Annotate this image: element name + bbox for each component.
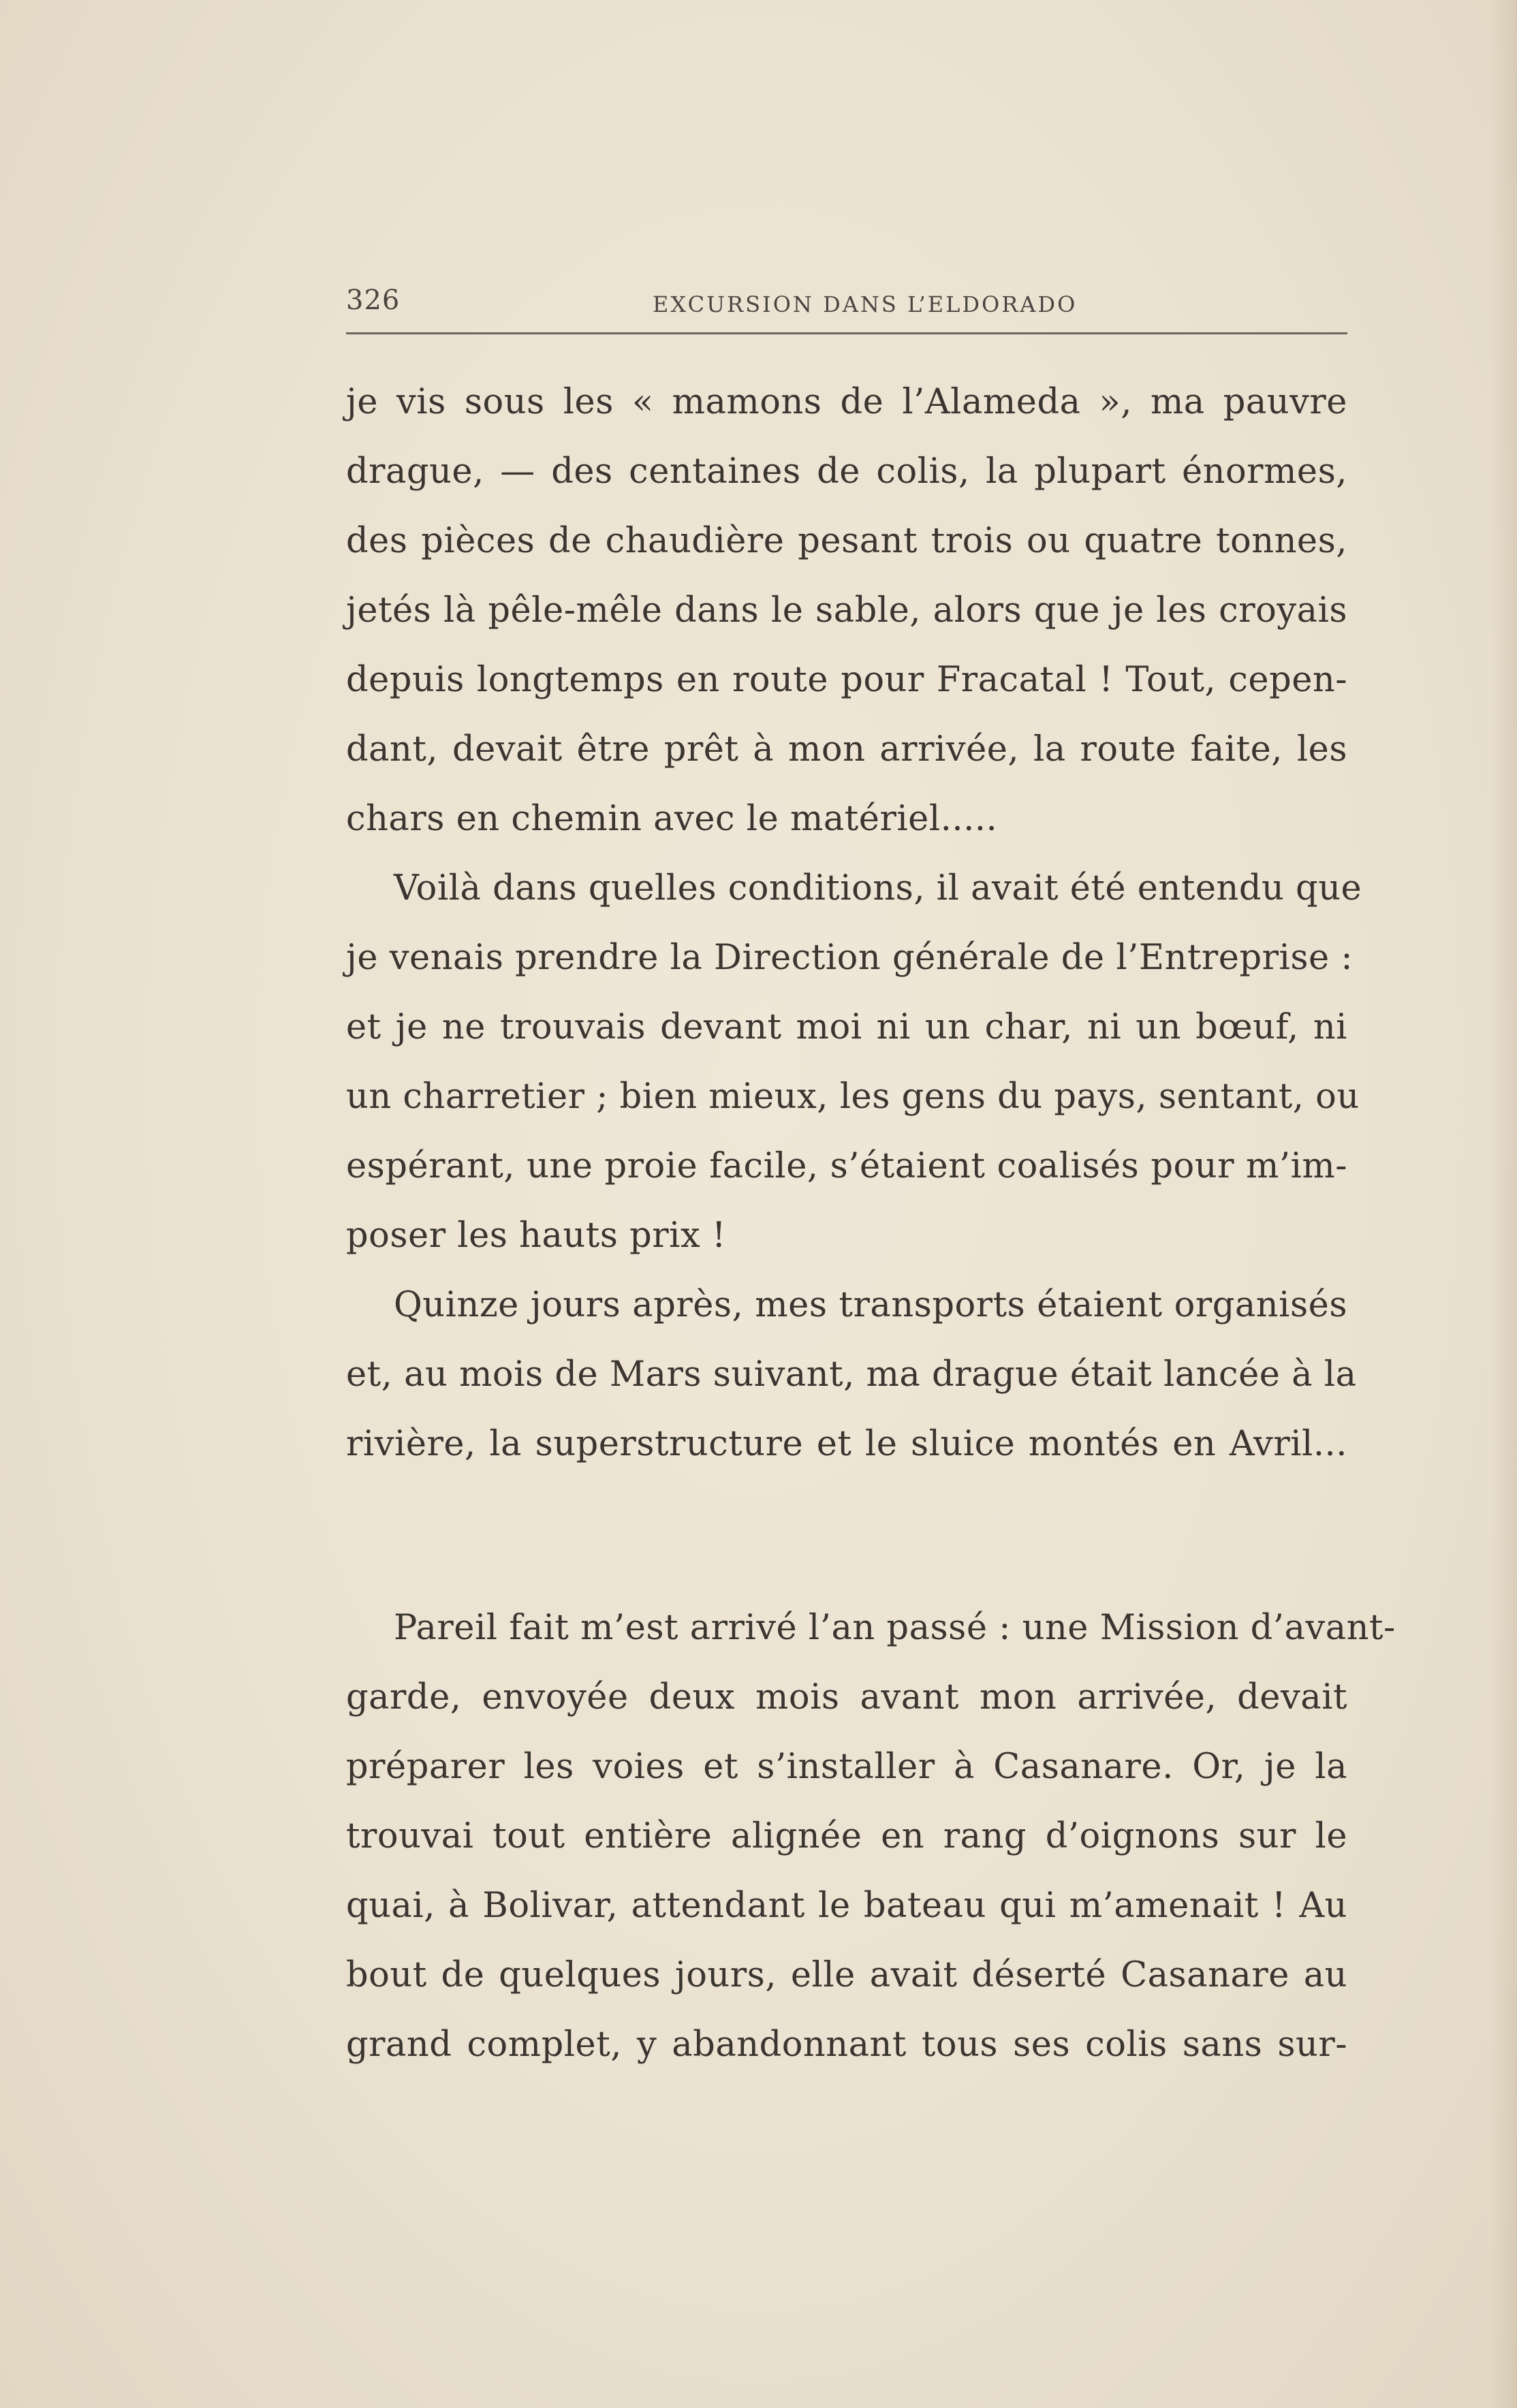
text-line: chars en chemin avec le matériel..... <box>346 799 998 839</box>
text-line: et je ne trouvais devant moi ni un char, ni un bœuf, ni <box>346 1007 1347 1047</box>
text-line: trouvai tout entière alignée en rang d’oignons sur le <box>346 1816 1347 1856</box>
page-number: 326 <box>346 285 401 316</box>
text-line: préparer les voies et s’installer à Casanare. Or, je la <box>346 1747 1347 1787</box>
body-text-section-2 <box>346 1594 1396 2080</box>
text-line: bout de quelques jours, elle avait déserté Casanare au <box>346 1955 1347 1995</box>
running-title: EXCURSION DANS L’ELDORADO <box>653 291 1078 317</box>
text-line: Pareil fait m’est arrivé l’an passé : une Mission d’avant- <box>394 1608 1396 1648</box>
text-line: je vis sous les « mamons de l’Alameda », ma pauvre <box>346 382 1347 422</box>
page-header <box>346 279 1347 327</box>
page-edge-shadow <box>1490 0 1517 2408</box>
header-rule <box>346 332 1347 334</box>
text-line: garde, envoyée deux mois avant mon arrivée, devait <box>346 1677 1347 1717</box>
text-line: des pièces de chaudière pesant trois ou quatre tonnes, <box>346 521 1347 561</box>
body-text-section-1 <box>346 368 1362 1479</box>
text-line: jetés là pêle-mêle dans le sable, alors que je les croyais <box>346 590 1347 631</box>
text-line: rivière, la superstructure et le sluice montés en Avril... <box>346 1424 1347 1464</box>
text-line: un charretier ; bien mieux, les gens du pays, sentant, ou <box>346 1077 1360 1117</box>
text-line: espérant, une proie facile, s’étaient coalisés pour m’im- <box>346 1146 1347 1186</box>
text-line: quai, à Bolivar, attendant le bateau qui m’amenait ! Au <box>346 1886 1347 1926</box>
text-line: drague, — des centaines de colis, la plupart énormes, <box>346 452 1347 492</box>
text-line: Voilà dans quelles conditions, il avait été entendu que <box>394 868 1362 908</box>
text-line: je venais prendre la Direction générale de l’Entreprise : <box>346 938 1354 978</box>
text-line: et, au mois de Mars suivant, ma drague était lancée à la <box>346 1354 1357 1395</box>
text-line: Quinze jours après, mes transports étaient organisés <box>394 1285 1347 1325</box>
text-line: poser les hauts prix ! <box>346 1216 726 1256</box>
text-line: grand complet, y abandonnant tous ses colis sans sur- <box>346 2025 1347 2065</box>
text-line: depuis longtemps en route pour Fracatal ! Tout, cepen- <box>346 660 1347 700</box>
text-line: dant, devait être prêt à mon arrivée, la route faite, les <box>346 729 1347 770</box>
